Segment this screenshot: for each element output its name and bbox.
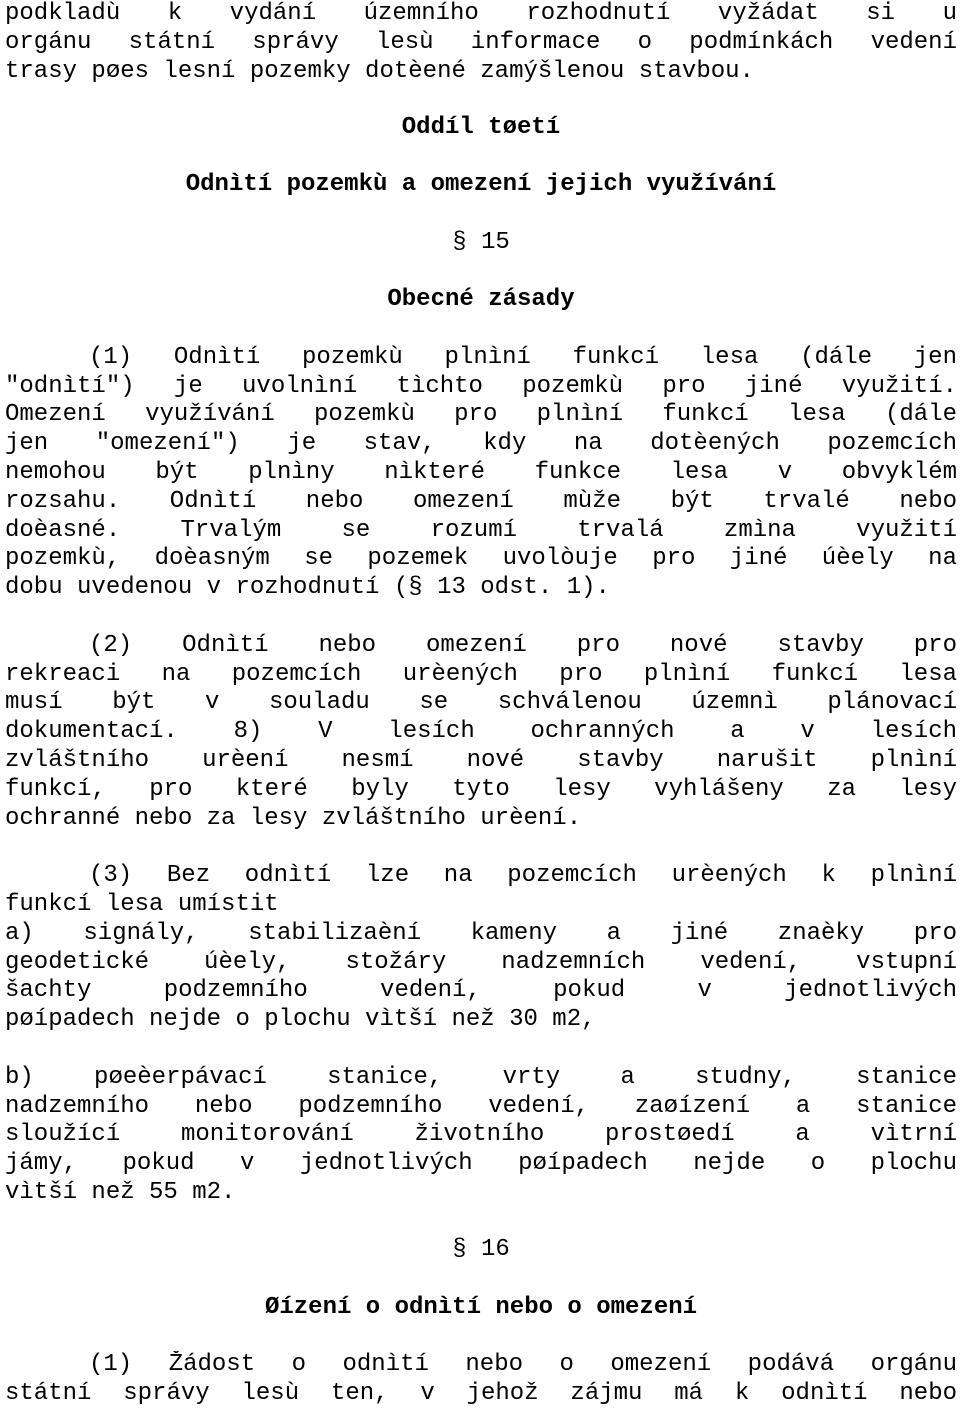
section-15-number: § 15 — [452, 229, 510, 256]
s15-p3-line-2: funkcí lesa umístit — [5, 891, 279, 918]
s15-p1-line-4: jen "omezení") je stav, kdy na dotèených pozemcích — [5, 430, 957, 457]
s15-p1-line-8: pozemkù, doèasným se pozemek uvolòuje pro jiné úèely na — [5, 545, 957, 572]
s15-p2-line-2: rekreaci na pozemcích urèených pro plnìní funkcí lesa — [5, 660, 957, 688]
division-title: Odnìtí pozemkù a omezení jejich využívání — [185, 171, 777, 198]
s15-p2-line-3: musí být v souladu se schválenou územnì plánovací — [5, 689, 957, 716]
s15-p3-line-1: (3) Bez odnìtí lze na pozemcích urèených k plnìní — [89, 862, 957, 889]
s15-p3-line-5: šachty podzemního vedení, pokud v jednotlivých — [5, 977, 957, 1004]
s15-p2-line-4: dokumentací. 8) V lesích ochranných a v lesích — [5, 718, 957, 745]
s15-p2-line-1: (2) Odnìtí nebo omezení pro nové stavby pro — [89, 632, 957, 659]
division-heading: Oddíl tøetí — [401, 114, 561, 141]
section-16-number: § 16 — [452, 1236, 510, 1263]
s15-p1-line-7: doèasné. Trvalým se rozumí trvalá zmìna využití — [5, 516, 957, 544]
s15-p1-line-6: rozsahu. Odnìtí nebo omezení mùže být trvalé nebo — [5, 488, 957, 515]
section-16-title: Øízení o odnìtí nebo o omezení — [264, 1294, 698, 1321]
s15-p3-line-6: pøípadech nejde o plochu vìtší než 30 m2, — [5, 1006, 596, 1033]
s15-p4-line-2: nadzemního nebo podzemního vedení, zaøízení a stanice — [5, 1092, 957, 1120]
intro-line-2: orgánu státní správy lesù informace o podmínkách vedení — [5, 28, 957, 56]
s15-p4-line-3: sloužící monitorování životního prostøedí a vìtrní — [5, 1121, 957, 1148]
s15-p4-line-1: b) pøeèerpávací stanice, vrty a studny, stanice — [5, 1064, 957, 1091]
section-15-title: Obecné zásady — [387, 286, 575, 313]
s15-p2-line-5: zvláštního urèení nesmí nové stavby narušit plnìní — [5, 747, 957, 774]
s15-p1-line-3: Omezení využívání pozemkù pro plnìní funkcí lesa (dále — [5, 401, 957, 428]
s15-p2-line-6: funkcí, pro které byly tyto lesy vyhlášeny za lesy — [5, 776, 957, 803]
s15-p2-line-7: ochranné nebo za lesy zvláštního urèení. — [5, 804, 582, 832]
s16-p1-line-1: (1) Žádost o odnìtí nebo o omezení podává orgánu — [89, 1351, 957, 1378]
s16-p1-line-2: státní správy lesù ten, v jehož zájmu má k odnìtí nebo — [5, 1380, 957, 1407]
s15-p1-line-1: (1) Odnìtí pozemkù plnìní funkcí lesa (dále jen — [89, 344, 957, 371]
intro-line-3: trasy pøes lesní pozemky dotèené zamýšlenou stavbou. — [5, 57, 754, 85]
intro-line-1: podkladù k vydání územního rozhodnutí vyžádat si u — [5, 0, 957, 27]
s15-p1-line-5: nemohou být plnìny nìkteré funkce lesa v obvyklém — [5, 459, 957, 486]
s15-p1-line-2: "odnìtí") je uvolnìní tìchto pozemkù pro jiné využití. — [5, 372, 957, 400]
s15-p1-line-9: dobu uvedenou v rozhodnutí (§ 13 odst. 1). — [5, 574, 610, 601]
s15-p4-line-4: jámy, pokud v jednotlivých pøípadech nejde o plochu — [5, 1150, 957, 1177]
s15-p3-line-4: geodetické úèely, stožáry nadzemních vedení, vstupní — [5, 948, 957, 976]
s15-p3-line-3: a) signály, stabilizaèní kameny a jiné znaèky pro — [5, 920, 957, 947]
s15-p4-line-5: vìtší než 55 m2. — [5, 1179, 236, 1206]
